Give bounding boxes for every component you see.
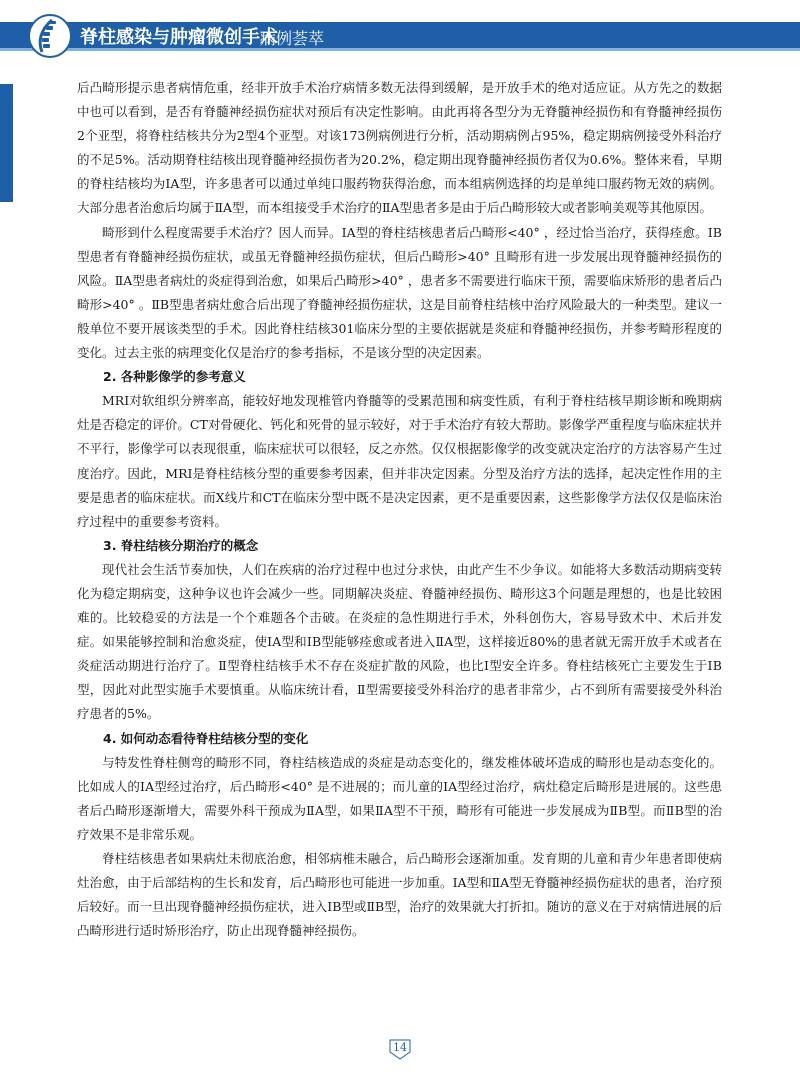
page-header [0, 0, 800, 62]
paragraph: 后凸畸形提示患者病情危重，经非开放手术治疗病情多数无法得到缓解，是开放手术的绝对适应证。从方先之的数据中也可以看到，是否有脊髓神经损伤症状对预后有决定性影响。由此再将各型分为无脊髓神经损伤和有脊髓神经损伤2个亚型，将脊柱结核共分为2型4个亚型。对该173例病例进行分析，活动期病例占95%，稳定期病例接受外科治疗的不足5%。活动期脊柱结核出现脊髓神经损伤者为20.2%，稳定期出现脊髓神经损伤者仅为0.6%。整体来看，早期的脊柱结核均为ⅠA型，许多患者可以通过单纯口服药物获得治愈，而本组病例选择的均是单纯口服药物无效的病例。大部分患者治愈后均属于ⅡA型，而本组接受手术治疗的ⅡA型患者多是由于后凸畸形较大或者影响美观等其他原因。 [77, 80, 722, 216]
chapter-side-tab [0, 84, 13, 202]
spine-logo-icon [28, 14, 72, 58]
paragraph: 与特发性脊柱侧弯的畸形不同，脊柱结核造成的炎症是动态变化的，继发椎体破坏造成的畸形也是动态变化的。比如成人的ⅠA型经过治疗，后凸畸形<40° 是不进展的；而儿童的ⅠA型经过治疗，病灶稳定后畸形是进展的。这些患者后凸畸形逐渐增大，需要外科干预成为ⅡA型，如果ⅡA型不干预，畸形有可能进一步发展成为ⅡB型。而ⅡB型的治疗效果不是非常乐观。 [77, 754, 722, 842]
paragraph: 现代社会生活节奏加快，人们在疾病的治疗过程中也过分求快，由此产生不少争议。如能将大多数活动期病变转化为稳定期病变，这种争议也许会减少一些。同期解决炎症、脊髓神经损伤、畸形这3个问题是理想的，也是比较困难的。比较稳妥的方法是一个个难题各个击破。在炎症的急性期进行手术，外科创伤大，容易导致术中、术后并发症。如果能够控制和治愈炎症，使ⅠA型和ⅠB型能够痊愈或者进入ⅡA型，这样接近80%的患者就无需开放手术或者在炎症活动期进行治疗了。Ⅱ型脊柱结核手术不存在炎症扩散的风险，也比Ⅰ型安全许多。脊柱结核死亡主要发生于ⅠB型，因此对此型实施手术要慎重。从临床统计看，Ⅱ型需要接受外科治疗的患者非常少，占不到所有需要接受外科治疗患者的5%。 [77, 561, 722, 722]
book-subtitle: 病例荟萃 [260, 29, 325, 48]
page-number: 14 [393, 1041, 407, 1054]
page-number-badge [388, 1038, 412, 1060]
section-heading: 2. 各种影像学的参考意义 [103, 369, 246, 385]
section-heading: 4. 如何动态看待脊柱结核分型的变化 [103, 730, 309, 746]
book-title: 脊柱感染与肿瘤微创手术 [80, 27, 278, 48]
paragraph: 畸形到什么程度需要手术治疗？因人而异。ⅠA型的脊柱结核患者后凸畸形<40° ，经过恰当治疗，获得痊愈。ⅠB型患者有脊髓神经损伤症状，或虽无脊髓神经损伤症状，但后凸畸形>40° 且畸形有进一步发展出现脊髓神经损伤的风险。ⅡA型患者病灶的炎症得到治愈，如果后凸畸形>40° ，患者多不需要进行临床干预，需要临床矫形的患者后凸畸形>40° 。ⅡB型患者病灶愈合后出现了脊髓神经损伤症状，这是目前脊柱结核中治疗风险最大的一种类型。建议一般单位不要开展该类型的手术。因此脊柱结核301临床分型的主要依据就是炎症和脊髓神经损伤，并参考畸形程度的变化。过去主张的病理变化仅是治疗的参考指标，不是该分型的决定因素。 [77, 224, 722, 361]
paragraph: MRI对软组织分辨率高，能较好地发现椎管内脊髓等的受累范围和病变性质，有利于脊柱结核早期诊断和晚期病灶是否稳定的评价。CT对骨硬化、钙化和死骨的显示较好，对于手术治疗有较大帮助。影像学严重程度与临床症状并不平行，影像学可以表现很重，临床症状可以很轻，反之亦然。仅仅根据影像学的改变就决定治疗的方法容易产生过度治疗。因此，MRI是脊柱结核分型的重要参考因素，但并非决定因素。分型及治疗方法的选择，起决定性作用的主要是患者的临床症状。而X线片和CT在临床分型中既不是决定因素，更不是重要因素，这些影像学方法仅仅是临床治疗过程中的重要参考资料。 [77, 393, 722, 529]
paragraph: 脊柱结核患者如果病灶未彻底治愈，相邻病椎未融合，后凸畸形会逐渐加重。发育期的儿童和青少年患者即使病灶治愈，由于后部结构的生长和发育，后凸畸形也可能进一步加重。ⅠA型和ⅡA型无脊髓神经损伤症状的患者，治疗预后较好。而一旦出现脊髓神经损伤症状，进入ⅠB型或ⅡB型，治疗的效果就大打折扣。随访的意义在于对病情进展的后凸畸形进行适时矫形治疗，防止出现脊髓神经损伤。 [77, 851, 722, 939]
body-text [77, 76, 722, 943]
section-heading: 3. 脊柱结核分期治疗的概念 [103, 537, 259, 553]
